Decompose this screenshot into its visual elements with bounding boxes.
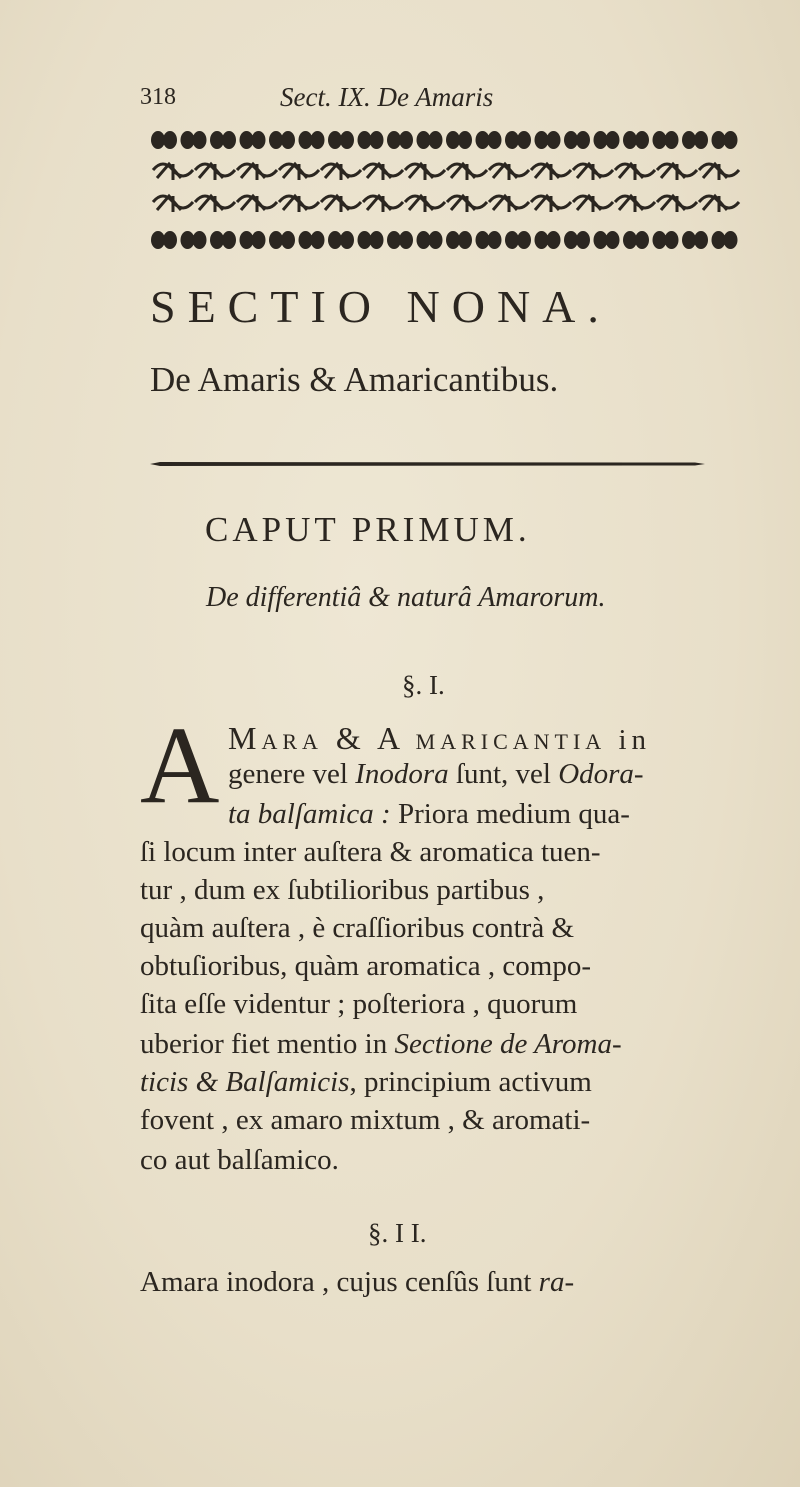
text-line <box>140 876 544 905</box>
text-line <box>140 990 577 1019</box>
text-run: Odora- <box>558 758 644 790</box>
text-run: obtuſioribus, quàm aromatica , compo- <box>140 950 592 982</box>
text-run: ticis & Balſamicis <box>140 1066 350 1098</box>
text-run: fovent , ex amaro mixtum , & aromati- <box>140 1104 591 1136</box>
text-run: , principium activum <box>349 1066 592 1098</box>
text-run: ſita eſſe videntur ; poſteriora , quorum <box>140 988 578 1020</box>
section-title: SECTIO NONA. <box>150 281 611 332</box>
text-run: ſi locum inter auſtera & aromatica tuen- <box>140 836 601 868</box>
text-run: ſunt, vel <box>448 758 559 790</box>
paragraph-marker-2: §. I I. <box>368 1218 427 1248</box>
text-run: ra- <box>538 1266 575 1298</box>
text-run: ARA <box>261 729 323 754</box>
chapter-title: CAPUT PRIMUM. <box>205 510 531 549</box>
text-run: & <box>322 720 378 756</box>
text-line <box>140 1030 622 1059</box>
drop-cap: A <box>140 704 220 826</box>
text-line <box>140 1268 574 1297</box>
text-run: M <box>228 720 262 756</box>
chapter-subtitle: De differentiâ & naturâ Amarorum. <box>206 582 606 613</box>
text-line <box>228 722 651 755</box>
text-run: co aut balſamico. <box>140 1144 339 1176</box>
text-run: uberior fiet mentio in <box>140 1028 395 1060</box>
running-title: Sect. IX. De Amaris <box>280 82 494 112</box>
text-line <box>140 1068 592 1097</box>
text-run: Sectione de Aroma- <box>394 1028 622 1060</box>
text-run: Inodora <box>355 758 449 790</box>
decorative-headpiece <box>143 122 743 258</box>
text-run: MARICANTIA <box>405 729 607 754</box>
page-number: 318 <box>140 84 176 110</box>
text-run: quàm auſtera , è craſſioribus contrà & <box>140 912 575 944</box>
headpiece-ornament-icon <box>143 122 743 258</box>
text-line <box>140 1106 590 1135</box>
text-line <box>140 952 591 981</box>
text-line <box>140 914 574 943</box>
text-run: tur , dum ex ſubtilioribus partibus , <box>140 874 545 906</box>
text-run: ta balſamica : <box>228 798 391 830</box>
horizontal-rule <box>150 454 705 460</box>
text-line <box>140 1146 339 1175</box>
running-header <box>140 78 740 118</box>
text-run: Amara inodora , cujus cenſûs ſunt <box>140 1266 539 1298</box>
text-line <box>228 760 644 789</box>
text-run: genere vel <box>228 758 356 790</box>
text-line <box>140 838 601 867</box>
paragraph-marker-1: §. I. <box>402 670 445 700</box>
text-run: Priora medium qua- <box>390 798 630 830</box>
text-run: in <box>606 724 652 756</box>
section-subtitle: De Amaris & Amaricantibus. <box>150 360 559 399</box>
text-run: A <box>377 720 406 756</box>
text-line <box>228 800 630 829</box>
